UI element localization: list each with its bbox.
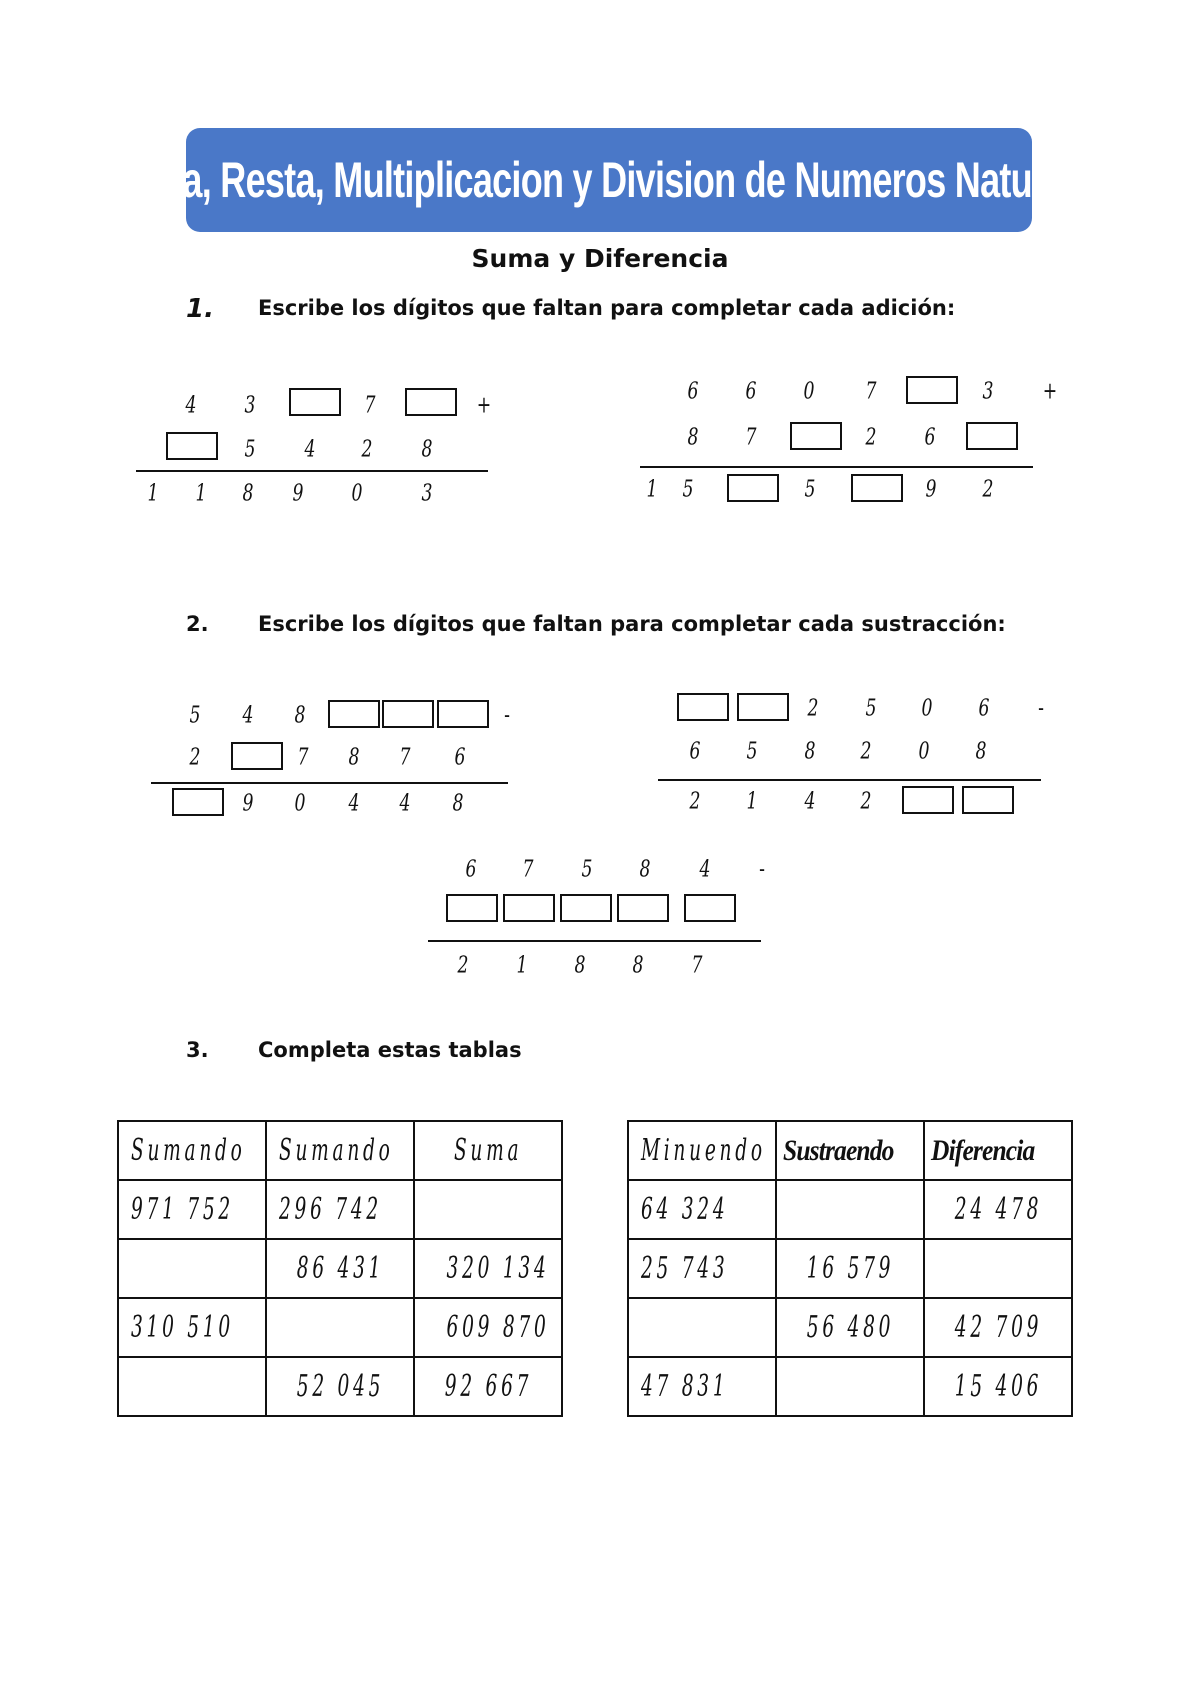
digit: 6 bbox=[689, 738, 701, 765]
header-cell: Suma bbox=[414, 1121, 562, 1180]
table-cell: 296 742 bbox=[266, 1180, 414, 1239]
digit: 8 bbox=[452, 790, 464, 817]
table-cell: 56 480 bbox=[776, 1298, 924, 1357]
digit: 8 bbox=[687, 424, 699, 451]
table-cell-blank[interactable] bbox=[628, 1298, 776, 1357]
digit: 8 bbox=[574, 952, 586, 979]
header-cell: Sumando bbox=[118, 1121, 266, 1180]
digit: 9 bbox=[292, 480, 304, 507]
digit: 4 bbox=[185, 392, 197, 419]
table-row bbox=[628, 1239, 1072, 1298]
title-banner bbox=[106, 128, 1112, 232]
table-row bbox=[118, 1180, 562, 1239]
table-cell-blank[interactable] bbox=[414, 1180, 562, 1239]
digit: 7 bbox=[297, 744, 309, 771]
banner-title: Suma, Resta, Multiplicacion y Division de Numeros Naturales bbox=[106, 152, 1112, 208]
table-header-row bbox=[628, 1121, 1072, 1180]
digit: 1 bbox=[746, 788, 758, 815]
digit: 3 bbox=[982, 378, 994, 405]
digit: 8 bbox=[242, 480, 254, 507]
header-cell: Sumando bbox=[266, 1121, 414, 1180]
digit: 2 bbox=[689, 788, 701, 815]
digit: 2 bbox=[865, 424, 877, 451]
table-row bbox=[118, 1357, 562, 1416]
digit: 5 bbox=[244, 436, 256, 463]
digit: 4 bbox=[242, 702, 254, 729]
digit: 7 bbox=[865, 378, 877, 405]
q3-text: Completa estas tablas bbox=[258, 1038, 522, 1062]
digit: 2 bbox=[982, 476, 994, 503]
digit: 8 bbox=[421, 436, 433, 463]
table-cell: 86 431 bbox=[266, 1239, 414, 1298]
table-cell-blank[interactable] bbox=[118, 1239, 266, 1298]
digit: 2 bbox=[860, 788, 872, 815]
digit: 0 bbox=[921, 695, 933, 722]
digit-input-box[interactable] bbox=[560, 894, 612, 922]
digit: 8 bbox=[632, 952, 644, 979]
digit: 9 bbox=[925, 476, 937, 503]
digit: 4 bbox=[804, 788, 816, 815]
q3-number: 3. bbox=[186, 1038, 209, 1062]
digit-input-box[interactable] bbox=[166, 432, 218, 460]
minus-sign: - bbox=[504, 702, 510, 729]
sum-line bbox=[640, 466, 1033, 468]
digit: 8 bbox=[975, 738, 987, 765]
digit: 6 bbox=[454, 744, 466, 771]
digit-input-box[interactable] bbox=[289, 388, 341, 416]
digit-input-box[interactable] bbox=[727, 474, 779, 502]
table-cell: 320 134 bbox=[414, 1239, 562, 1298]
minus-sign: - bbox=[1038, 695, 1044, 722]
digit-input-box[interactable] bbox=[437, 700, 489, 728]
header-cell: Minuendo bbox=[628, 1121, 776, 1180]
digit-input-box[interactable] bbox=[962, 786, 1014, 814]
q2-text: Escribe los dígitos que faltan para completar cada sustracción: bbox=[258, 612, 1006, 636]
table-row bbox=[628, 1357, 1072, 1416]
table-cell-blank[interactable] bbox=[118, 1357, 266, 1416]
table-cell: 16 579 bbox=[776, 1239, 924, 1298]
digit: 1 bbox=[147, 480, 159, 507]
digit-input-box[interactable] bbox=[966, 422, 1018, 450]
digit: 8 bbox=[294, 702, 306, 729]
minus-sign: - bbox=[759, 856, 765, 883]
difference-line bbox=[428, 940, 761, 942]
digit: 4 bbox=[399, 790, 411, 817]
digit: 2 bbox=[361, 436, 373, 463]
digit: 2 bbox=[457, 952, 469, 979]
digit-input-box[interactable] bbox=[446, 894, 498, 922]
plus-sign: + bbox=[1042, 378, 1058, 405]
digit: 8 bbox=[348, 744, 360, 771]
table-cell: 310 510 bbox=[118, 1298, 266, 1357]
digit-input-box[interactable] bbox=[503, 894, 555, 922]
digit: 5 bbox=[581, 856, 593, 883]
table-row bbox=[118, 1298, 562, 1357]
table-cell-blank[interactable] bbox=[776, 1357, 924, 1416]
digit: 5 bbox=[189, 702, 201, 729]
digit: 5 bbox=[682, 476, 694, 503]
digit: 7 bbox=[399, 744, 411, 771]
q1-number: 1. bbox=[186, 294, 214, 324]
digit: 1 bbox=[516, 952, 528, 979]
digit: 4 bbox=[304, 436, 316, 463]
subtraction-table bbox=[627, 1120, 1073, 1417]
table-cell: 52 045 bbox=[266, 1357, 414, 1416]
digit-input-box[interactable] bbox=[677, 693, 729, 721]
difference-line bbox=[151, 782, 508, 784]
digit: 7 bbox=[691, 952, 703, 979]
digit-input-box[interactable] bbox=[172, 788, 224, 816]
table-cell: 609 870 bbox=[414, 1298, 562, 1357]
digit: 6 bbox=[745, 378, 757, 405]
digit: 0 bbox=[918, 738, 930, 765]
table-cell: 15 406 bbox=[924, 1357, 1072, 1416]
q2-number: 2. bbox=[186, 612, 209, 636]
table-cell: 47 831 bbox=[628, 1357, 776, 1416]
digit: 5 bbox=[746, 738, 758, 765]
digit: 6 bbox=[924, 424, 936, 451]
digit-input-box[interactable] bbox=[405, 388, 457, 416]
digit-input-box[interactable] bbox=[328, 700, 380, 728]
difference-line bbox=[658, 779, 1041, 781]
table-row bbox=[628, 1298, 1072, 1357]
digit: 0 bbox=[351, 480, 363, 507]
sum-line bbox=[136, 470, 488, 472]
digit: 1 bbox=[646, 476, 658, 503]
digit-input-box[interactable] bbox=[382, 700, 434, 728]
digit: 6 bbox=[687, 378, 699, 405]
digit: 6 bbox=[465, 856, 477, 883]
digit: 8 bbox=[804, 738, 816, 765]
digit-input-box[interactable] bbox=[684, 894, 736, 922]
digit: 2 bbox=[860, 738, 872, 765]
table-row bbox=[118, 1239, 562, 1298]
header-cell: Diferencia bbox=[924, 1121, 1072, 1180]
digit: 2 bbox=[189, 744, 201, 771]
digit: 4 bbox=[348, 790, 360, 817]
digit-input-box[interactable] bbox=[902, 786, 954, 814]
digit: 5 bbox=[804, 476, 816, 503]
digit-input-box[interactable] bbox=[906, 376, 958, 404]
table-cell: 92 667 bbox=[414, 1357, 562, 1416]
table-cell: 64 324 bbox=[628, 1180, 776, 1239]
digit: 3 bbox=[244, 392, 256, 419]
digit: 7 bbox=[522, 856, 534, 883]
digit-input-box[interactable] bbox=[737, 693, 789, 721]
digit: 9 bbox=[242, 790, 254, 817]
header-cell: Sustraendo bbox=[776, 1121, 924, 1180]
table-cell-blank[interactable] bbox=[924, 1239, 1072, 1298]
digit-input-box[interactable] bbox=[231, 742, 283, 770]
digit: 6 bbox=[978, 695, 990, 722]
q1-text: Escribe los dígitos que faltan para completar cada adición: bbox=[258, 296, 956, 320]
table-header-row bbox=[118, 1121, 562, 1180]
table-cell: 42 709 bbox=[924, 1298, 1072, 1357]
table-cell-blank[interactable] bbox=[266, 1298, 414, 1357]
digit: 7 bbox=[745, 424, 757, 451]
table-cell: 25 743 bbox=[628, 1239, 776, 1298]
digit-input-box[interactable] bbox=[790, 422, 842, 450]
table-cell: 24 478 bbox=[924, 1180, 1072, 1239]
digit: 5 bbox=[865, 695, 877, 722]
digit: 0 bbox=[803, 378, 815, 405]
digit: 2 bbox=[807, 695, 819, 722]
addition-table bbox=[117, 1120, 563, 1417]
table-row bbox=[628, 1180, 1072, 1239]
digit: 7 bbox=[364, 392, 376, 419]
digit-input-box[interactable] bbox=[617, 894, 669, 922]
digit: 0 bbox=[294, 790, 306, 817]
digit: 3 bbox=[421, 480, 433, 507]
table-cell: 971 752 bbox=[118, 1180, 266, 1239]
digit-input-box[interactable] bbox=[851, 474, 903, 502]
page-subtitle: Suma y Diferencia bbox=[471, 244, 729, 273]
digit: 8 bbox=[639, 856, 651, 883]
digit: 4 bbox=[699, 856, 711, 883]
plus-sign: + bbox=[476, 392, 492, 419]
table-cell-blank[interactable] bbox=[776, 1180, 924, 1239]
digit: 1 bbox=[195, 480, 207, 507]
